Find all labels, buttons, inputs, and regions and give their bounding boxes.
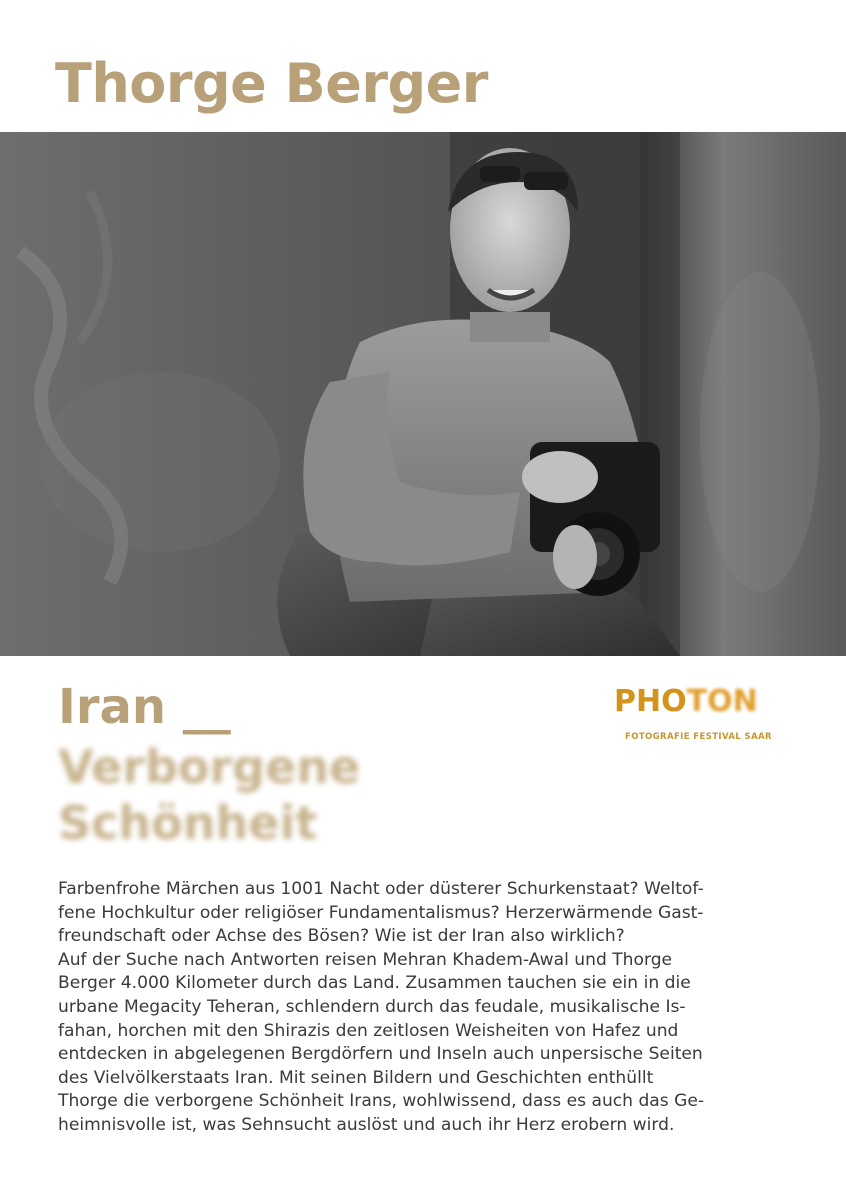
exhibition-subtitle-line2: Schönheit [58,796,318,850]
description-line: fene Hochkultur oder religiöser Fundamentalismus? Herzerwärmende Gast- [58,902,704,923]
logo-wordmark-part1: PHO [614,684,687,719]
logo-wordmark-part2: TON [686,684,758,719]
description-line: des Vielvölkerstaats Iran. Mit seinen Bildern und Geschichten enthüllt [58,1067,654,1088]
description-line: Auf der Suche nach Antworten reisen Mehran Khadem-Awal und Thorge [58,949,673,970]
description-line: heimnisvolle ist, was Sehnsucht auslöst und auch ihr Herz erobern wird. [58,1114,675,1135]
description-line: freundschaft oder Achse des Bösen? Wie ist der Iran also wirklich? [58,926,625,947]
description-line: entdecken in abgelegenen Bergdörfern und Inseln auch unpersische Seiten [58,1044,703,1065]
photon-logo [614,684,804,742]
description-line: fahan, horchen mit den Shirazis den zeitlosen Weisheiten von Hafez und [58,1020,679,1041]
page-title: Thorge Berger [55,52,488,115]
description-text [58,878,798,1138]
description-line: urbane Megacity Teheran, schlendern durch das feudale, musikalische Is- [58,996,686,1017]
logo-tagline: FOTOGRAFIE FESTIVAL SAAR [625,732,772,742]
portrait-photo [0,132,846,656]
description-line: Farbenfrohe Märchen aus 1001 Nacht oder düsterer Schurkenstaat? Weltof- [58,879,704,899]
logo-wordmark [614,684,804,720]
description-line: Berger 4.000 Kilometer durch das Land. Zusammen tauchen sie ein in die [58,973,691,994]
exhibition-title: Iran __ [58,679,231,735]
exhibition-subtitle-line1: Verborgene [58,740,361,794]
description-line: Thorge die verborgene Schönheit Irans, wohlwissend, dass es auch das Ge- [58,1091,705,1112]
